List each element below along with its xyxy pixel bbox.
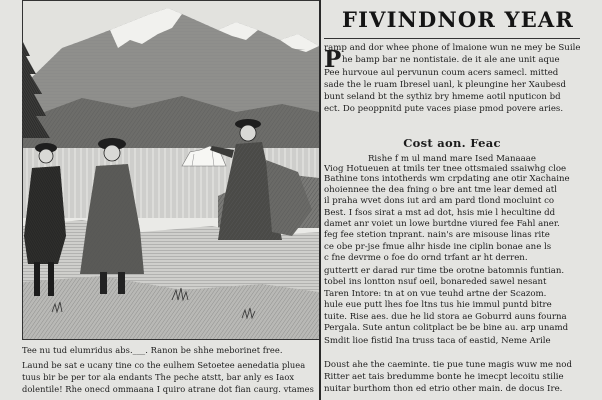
body-line: Pergala. Sute antun colitplact be be bine au. arp unamd [324, 323, 569, 333]
body-line: tuite. Rise aes. due he lid stora ae Goburrd auns fourna [324, 312, 567, 322]
body-line: hule eue putt lhes foe ltns tus hie immul puntd bitre [324, 300, 552, 310]
illustration-caption: Tee nu tud elumridus abs.___. Ranon be shhe meborinet free. [22, 345, 283, 355]
right-column [324, 0, 580, 400]
intro-line: he bamp bar ne nontistaie. de it ale ane unit aque [342, 55, 560, 65]
body-line: Smdit lioe fistid Ina truss taca of eastid, Neme Arile [324, 336, 551, 346]
intro-line: ect. Do peoppnitd pute vaces piase pmod povere aries. [324, 104, 564, 114]
left-text-line: tuus bir be per tor ala endants The peche atstt, bar anly es Iaox [22, 372, 295, 382]
body-line: feg fee stetion tnprant. nain's are misouse linas rite [324, 230, 550, 240]
body-line: guttertt er darad rur time tbe orotne batomnis funtian. [324, 266, 565, 276]
body-line: Viog Hotueuen at tmils ter tnee ottsmaied ssaiwhg cloe [324, 164, 567, 174]
body-line: ohoiennee the dea fning o bre ant tme lear demed atl [324, 185, 557, 195]
body-line: Rishe f m ul mand mare Ised Manaaae [367, 154, 537, 164]
left-text-line: dolentile! Rhe onecd ommaana I quiro atrane dot fian caurg. vtames [22, 384, 314, 394]
body-line: damet anr voiet un lowe burtdne viured fee Fahl aner. [324, 219, 560, 229]
section-heading: Cost aon. Feac [403, 136, 501, 150]
engraving-illustration [22, 0, 320, 340]
body-line: tobel ins lontton nsuf oeil, bonareded sawel nesant [324, 277, 547, 287]
intro-line: sade the le ruam Ibresel uanl, k pleungine her Xaubesd [324, 80, 567, 90]
title-rule [324, 38, 580, 39]
intro-line: bunt seland bt the sythiz bry hmeme aotil nputicon bd [324, 92, 561, 102]
body-line: c fne devrme o foe do ornd trfant ar ht derren. [324, 253, 528, 263]
body-line: nuitar burthom thon ed etrio other main. de docus Ire. [324, 384, 563, 394]
intro-line: Pee hurvoue aul pervunun coum acers samecl. mitted [324, 68, 559, 78]
page-title: FIVINDNOR YEAR [342, 7, 575, 32]
left-column [22, 0, 320, 400]
column-divider [319, 0, 321, 400]
left-text-line: Laund be sat e ucany tine co the eulhem Setoetee aenedatia pluea [22, 360, 306, 370]
drop-cap: P [324, 46, 342, 73]
body-line: Best. I fsos sirat a mst ad dot, hsis mie l hecultine dd [324, 208, 556, 218]
body-line: Doust ahe the caeminte. tie pue tune magis wuw me nod [324, 360, 572, 370]
body-line: Ritter aet tais bredumme bonte he imecpt lecoitu stilie [324, 372, 564, 382]
body-line: Taren Intore: tn at on vue teuhd artne der Scazom. [324, 289, 547, 299]
body-line: il praha wvet dons iut ard am pard tlond mocluint co [324, 196, 555, 206]
intro-first-line: ramp and dor whee phone of lmaione wun ne mey be Suile [324, 43, 580, 53]
body-line: ce obe pr-jse fmue alhr hisde ine ciplin bonae ane ls [324, 242, 552, 252]
body-line: Bathine tons intotherds wm crpdating ane otir Xachaine [324, 174, 570, 184]
